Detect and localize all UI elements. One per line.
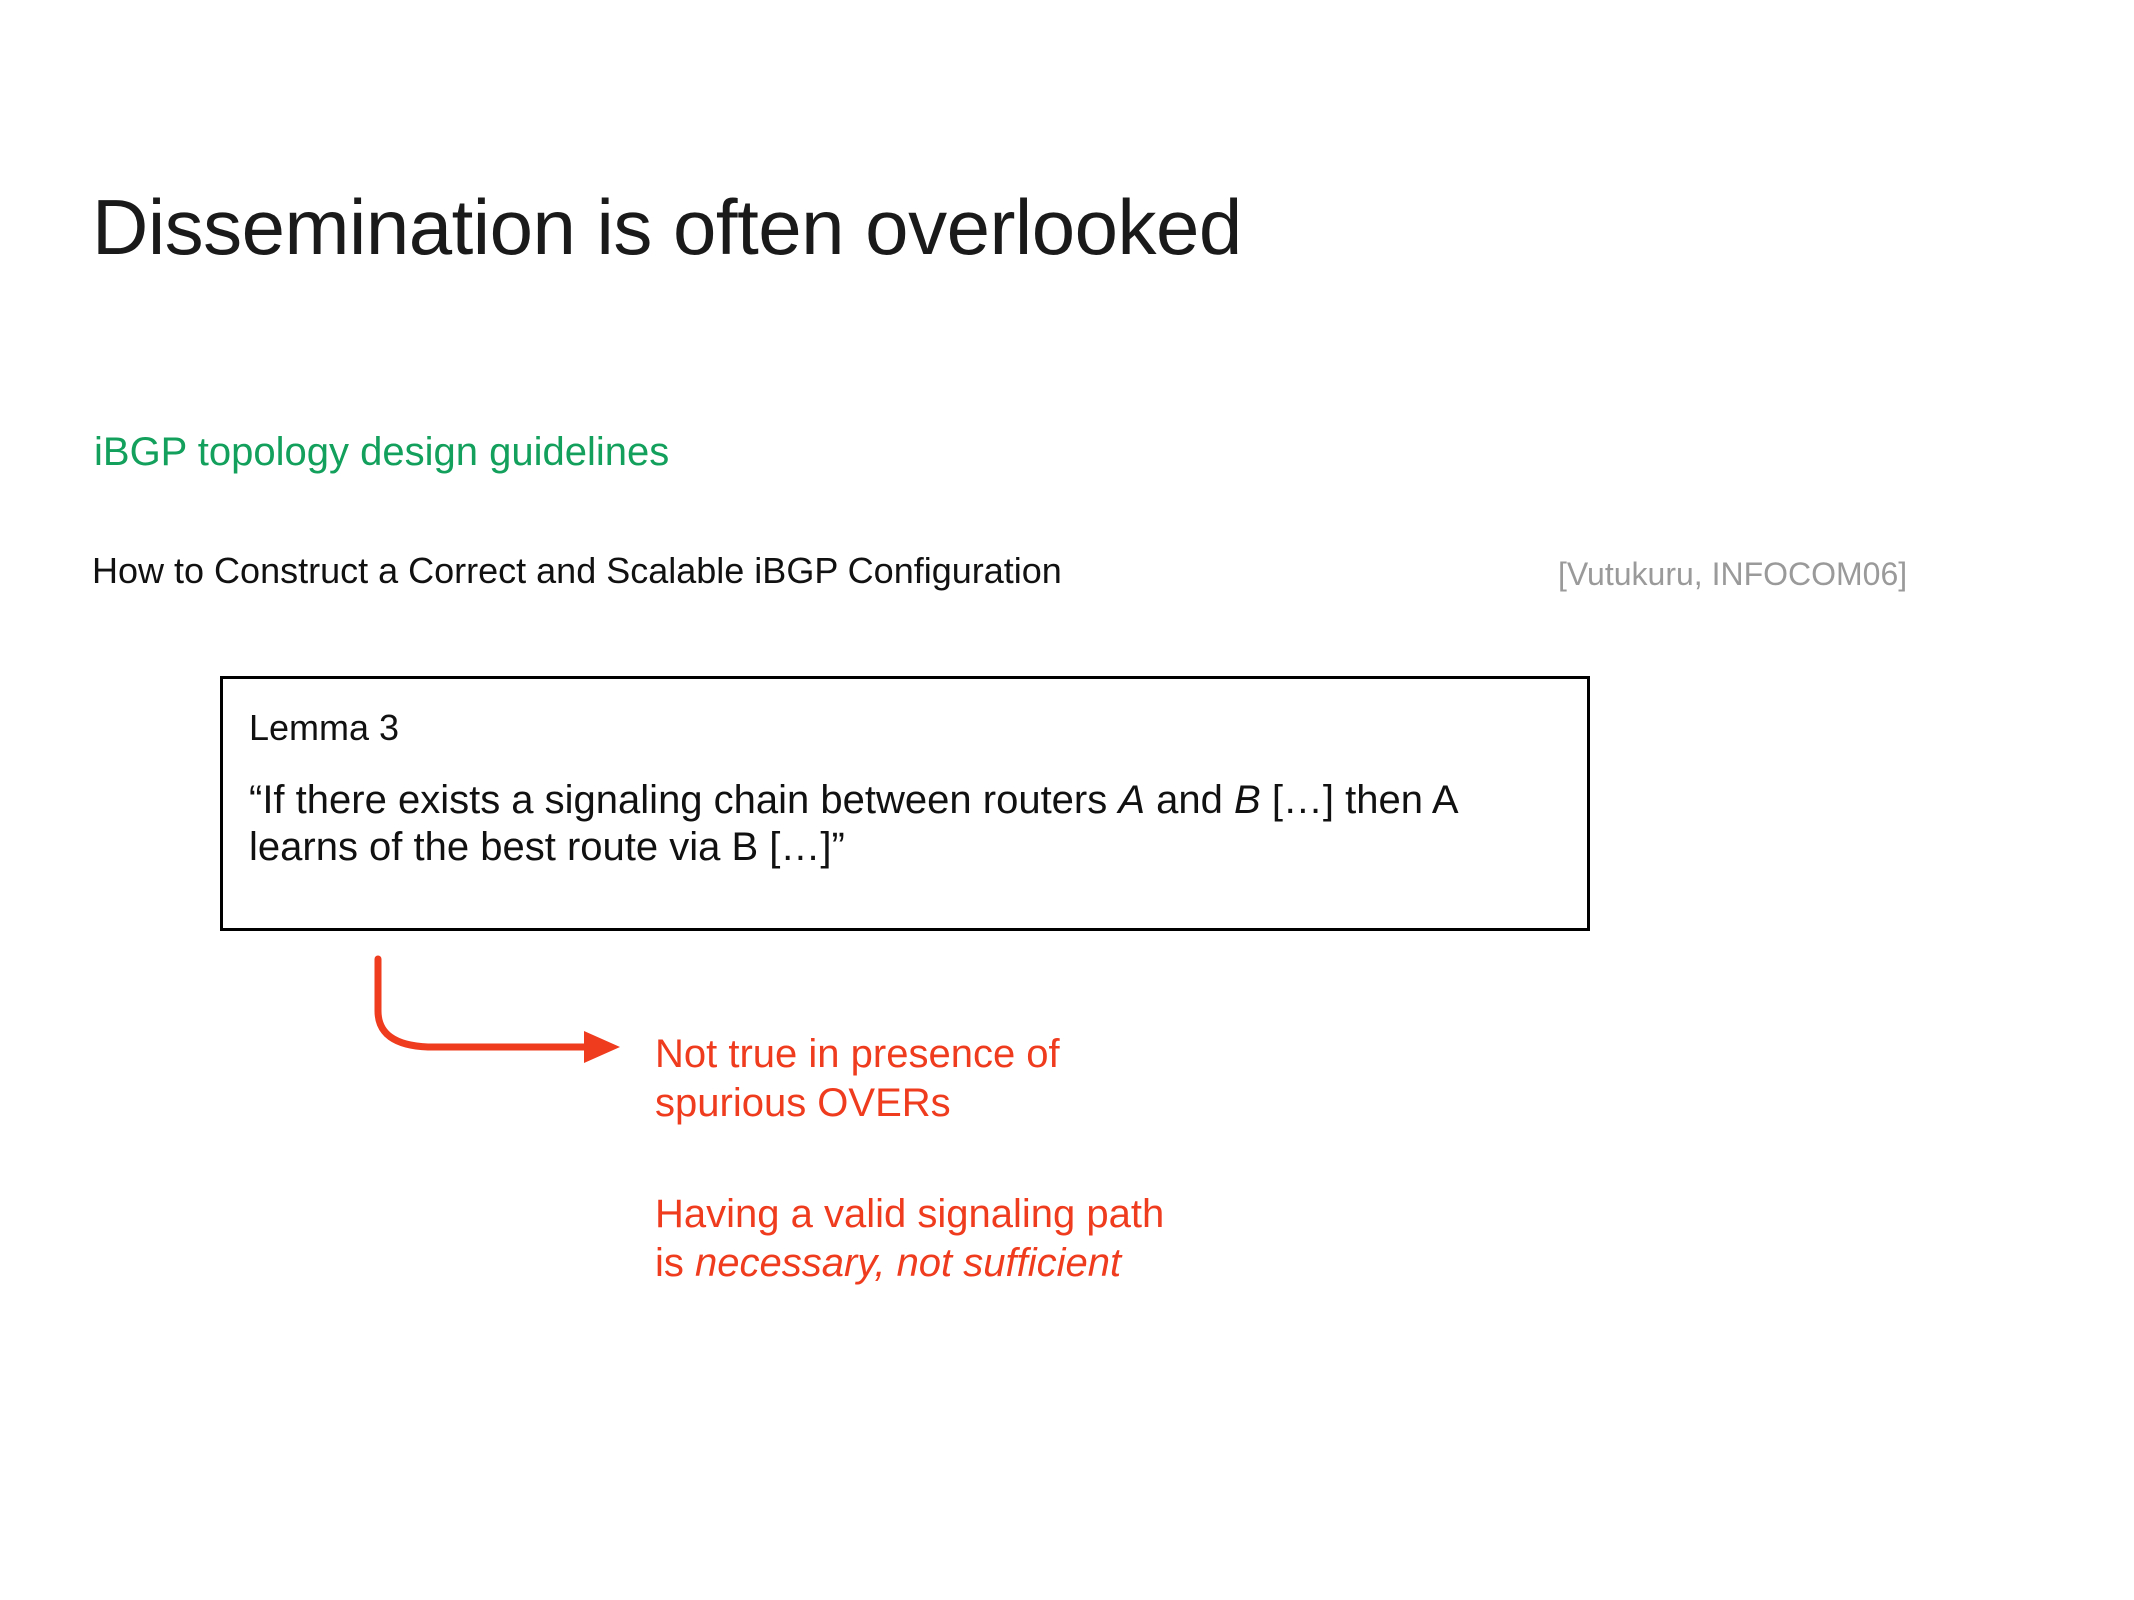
lemma-label: Lemma 3 — [249, 707, 400, 748]
paper-title: How to Construct a Correct and Scalable iBGP Configuration — [92, 550, 1062, 591]
annotation-necessary-line2 — [655, 1239, 1415, 1288]
section-subtitle: iBGP topology design guidelines — [94, 430, 670, 474]
annotation-necessary-emphasis: necessary, not sufficient — [695, 1240, 1122, 1285]
annotation-not-true-line1: Not true in presence of — [655, 1032, 1060, 1076]
annotation-necessary-prefix: is — [655, 1240, 695, 1285]
annotation-not-true — [655, 1030, 1375, 1128]
curved-arrow-icon — [370, 955, 650, 1085]
annotation-not-true-line2: spurious OVERs — [655, 1080, 951, 1125]
lemma-quote-part2: and — [1145, 778, 1235, 822]
annotation-necessary-line1: Having a valid signaling path — [655, 1192, 1165, 1236]
lemma-quote-part3: […] then A learns of the best route via B […]” — [249, 778, 1457, 870]
lemma-quote — [249, 777, 1569, 871]
lemma-quote-italic-a: A — [1118, 778, 1146, 822]
page-title: Dissemination is often overlooked — [92, 183, 1242, 271]
lemma-quote-italic-b: B — [1234, 778, 1261, 822]
lemma-quote-part1: “If there exists a signaling chain between routers — [249, 778, 1119, 822]
citation-label: [Vutukuru, INFOCOM06] — [1558, 556, 1908, 592]
annotation-necessary — [655, 1190, 1415, 1288]
lemma-box — [220, 676, 1590, 931]
